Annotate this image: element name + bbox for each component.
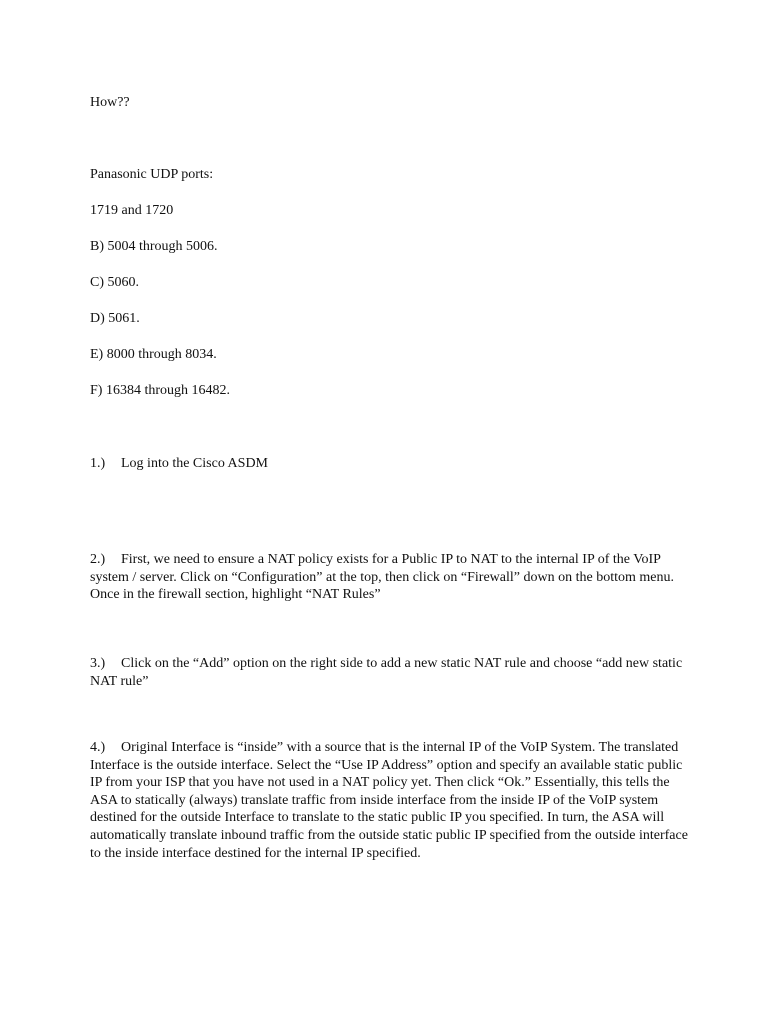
step-text: Click on the “Add” option on the right side to add a new static NAT rule and choose “add new static NAT rule” (90, 656, 683, 689)
step-text: First, we need to ensure a NAT policy exists for a Public IP to NAT to the internal IP of the VoIP system / server. Click on “Configuration” at the top, then click on “Firewall” down on the bottom menu. Once in the firewall section, highlight “NAT Rules” (90, 552, 674, 603)
step-3 (90, 655, 690, 690)
step-text: Original Interface is “inside” with a source that is the internal IP of the VoIP System. The translated Interface is the outside interface. Select the “Use IP Address” option and specify an available static public IP from your ISP that you have not used in a NAT policy yet. Then click “Ok.” Essentially, this tells the ASA to statically (always) translate traffic from inside interface from the inside IP of the VoIP system destined for the outside Interface to translate to the static public IP you specified. In turn, the ASA will automatically translate inbound traffic from the outside static public IP specified from the outside interface to the inside interface destined for the internal IP specified. (90, 740, 688, 861)
step-2 (90, 551, 690, 604)
port-item: D) 5061. (90, 311, 140, 326)
step-number: 3.) (90, 656, 106, 671)
port-item: E) 8000 through 8034. (90, 347, 217, 362)
port-item: F) 16384 through 16482. (90, 383, 230, 398)
port-item: B) 5004 through 5006. (90, 239, 218, 254)
question-heading: How?? (90, 95, 130, 110)
port-item: 1719 and 1720 (90, 203, 174, 218)
step-text: Log into the Cisco ASDM (121, 456, 269, 471)
step-number: 4.) (90, 740, 106, 755)
step-4 (90, 739, 690, 862)
port-item: C) 5060. (90, 275, 139, 290)
step-number: 2.) (90, 552, 106, 567)
step-number: 1.) (90, 456, 106, 471)
step-1 (90, 455, 690, 473)
ports-heading: Panasonic UDP ports: (90, 167, 214, 182)
